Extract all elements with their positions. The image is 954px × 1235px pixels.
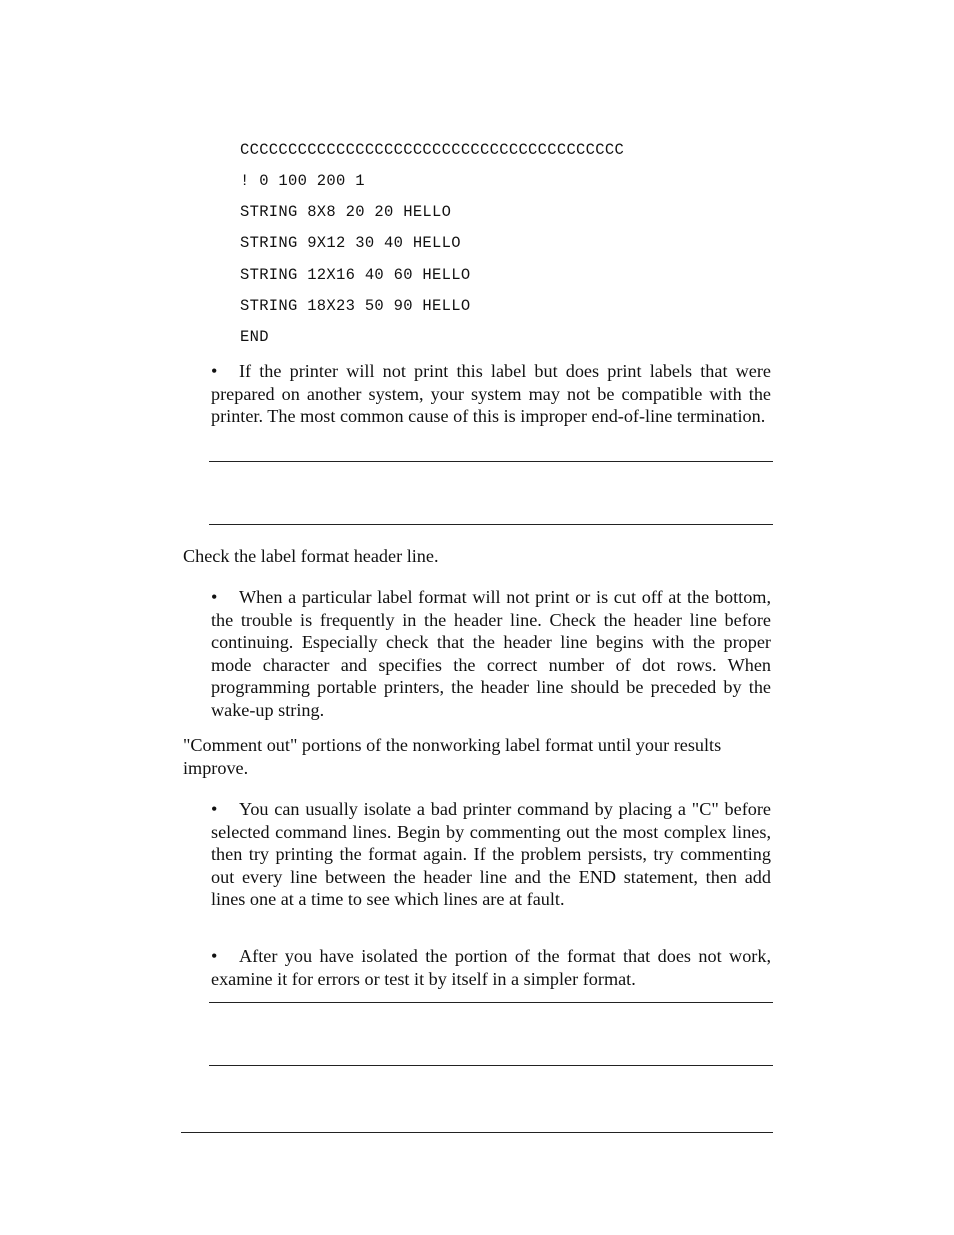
- bullet-text: After you have isolated the portion of the format that does not work, examine it for errors or test it by itself in a simpler format.: [211, 946, 771, 989]
- note-rule-top-2: [209, 1002, 773, 1003]
- bullet-text: When a particular label format will not print or is cut off at the bottom, the trouble is frequently in the header line. Check the header line before continuing. Especially check that the header line begins with the proper mode character and specifies the correct number of dot rows. When programming portable printers, the header line should be preceded by the wake-up string.: [211, 587, 771, 720]
- footer-rule: [181, 1132, 773, 1133]
- code-line-3: STRING 8X8 20 20 HELLO: [240, 203, 452, 221]
- code-line-1: CCCCCCCCCCCCCCCCCCCCCCCCCCCCCCCCCCCCCCCC: [240, 141, 625, 159]
- bullet-marker: •: [211, 799, 218, 819]
- bullet-marker: •: [211, 361, 218, 381]
- bullet-item-isolate-command: [211, 798, 771, 911]
- code-line-4: STRING 9X12 30 40 HELLO: [240, 234, 461, 252]
- code-line-6: STRING 18X23 50 90 HELLO: [240, 297, 471, 315]
- note-rule-bottom-2: [209, 1065, 773, 1066]
- bullet-item-end-of-line: [211, 360, 771, 428]
- step-comment-out: "Comment out" portions of the nonworking label format until your results improve.: [183, 735, 722, 778]
- bullet-marker: •: [211, 946, 218, 966]
- bullet-text: If the printer will not print this label but does print labels that were prepared on another system, your system may not be compatible with the printer. The most common cause of this is improper end-of-line termination.: [211, 361, 771, 427]
- step-check-header: Check the label format header line.: [183, 546, 439, 566]
- bullet-item-header-line: [211, 586, 771, 722]
- code-line-5: STRING 12X16 40 60 HELLO: [240, 266, 471, 284]
- note-rule-top: [209, 461, 773, 462]
- code-line-2: ! 0 100 200 1: [240, 172, 365, 190]
- note-rule-bottom: [209, 524, 773, 525]
- bullet-marker: •: [211, 587, 218, 607]
- code-line-7: END: [240, 328, 269, 346]
- bullet-item-examine-errors: [211, 945, 771, 990]
- bullet-text: You can usually isolate a bad printer command by placing a "C" before selected command lines. Begin by commenting out the most complex lines, then try printing the format again. If the problem persists, try commenting out every line between the header line and the END statement, then add lines one at a time to see which lines are at fault.: [211, 799, 771, 910]
